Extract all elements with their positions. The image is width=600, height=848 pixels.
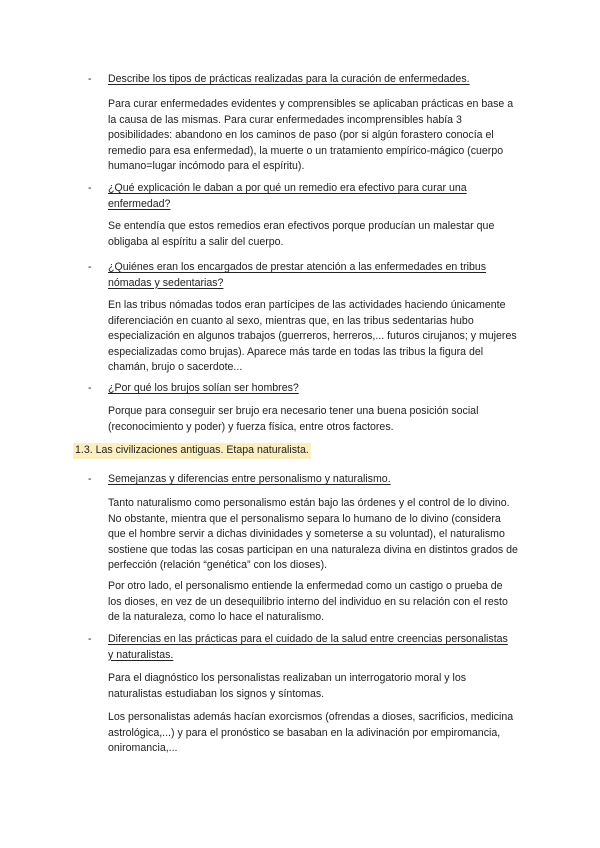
bullet-dash: -: [88, 182, 92, 194]
section-answer-1b: Por otro lado, el personalismo entiende la enfermedad como un castigo o prueba de los dioses, en vez de un desequilibrio interno del individuo en su relación con el resto de la naturaleza, como lo hace el naturalismo.: [108, 580, 508, 623]
bullet-dash: -: [88, 261, 92, 273]
question-2: ¿Qué explicación le daban a por qué un remedio era efectivo para curar una enfermedad?: [108, 182, 467, 210]
answer-3: En las tribus nómadas todos eran partícipes de las actividades haciendo únicamente diferenciación en cuanto al sexo, mientras que, en las tribus sedentarias hubo especialización en algunos trabajos (guerreros, herreros,... futuros cirujanos; y mujeres especializadas como brujas). Aparece más tarde en todas las tribus la figura del chamán, brujo o sacerdote...: [108, 299, 517, 373]
section-question-1: Semejanzas y diferencias entre personalismo y naturalismo.: [108, 473, 391, 485]
question-3: ¿Quiénes eran los encargados de prestar atención a las enfermedades en tribus nómadas y sedentarias?: [108, 261, 487, 289]
section-question-2: Diferencias en las prácticas para el cuidado de la salud entre creencias personalistas y naturalistas.: [108, 633, 508, 661]
answer-4: Porque para conseguir ser brujo era necesario tener una buena posición social (reconocimiento y poder) y fuerza física, entre otros factores.: [108, 405, 479, 433]
question-4: ¿Por qué los brujos solían ser hombres?: [108, 382, 299, 394]
bullet-dash: -: [88, 473, 92, 485]
answer-1: Para curar enfermedades evidentes y comprensibles se aplicaban prácticas en base a la causa de las mismas. Para curar enfermedades incomprensibles había 3 posibilidades: abandono en los caminos de paso (por si algún forastero conocía el remedio para esa enfermedad), la muerte o un tratamiento empírico-mágico (cuerpo humano=lugar incómodo para el espíritu).: [108, 98, 514, 172]
section-answer-2b: Los personalistas además hacían exorcismos (ofrendas a dioses, sacrificios, medicina astrológica,...) y para el pronóstico se basaban en la adivinación por empiromancia, oniromancia,...: [108, 711, 514, 754]
question-1: Describe los tipos de prácticas realizadas para la curación de enfermedades.: [108, 73, 470, 85]
answer-2: Se entendía que estos remedios eran efectivos porque producían un malestar que obligaba al espíritu a salir del cuerpo.: [108, 220, 495, 248]
section-answer-2a: Para el diagnóstico los personalistas realizaban un interrogatorio moral y los naturalistas estudiaban los signos y síntomas.: [108, 672, 467, 700]
bullet-dash: -: [88, 633, 92, 645]
section-answer-1a: Tanto naturalismo como personalismo están bajo las órdenes y el control de lo divino. No obstante, mientra que el personalismo separa lo humano de lo divino (considera que el hombre servir a dichas divinidades y someterse a su voluntad), el naturalismo sostiene que todas las cosas participan en una naturaleza divina en distintos grados de perfección (relación “genética” con los dioses).: [108, 497, 518, 571]
bullet-dash: -: [88, 382, 92, 394]
bullet-dash: -: [88, 73, 92, 85]
section-heading: 1.3. Las civilizaciones antiguas. Etapa naturalista.: [73, 443, 311, 459]
